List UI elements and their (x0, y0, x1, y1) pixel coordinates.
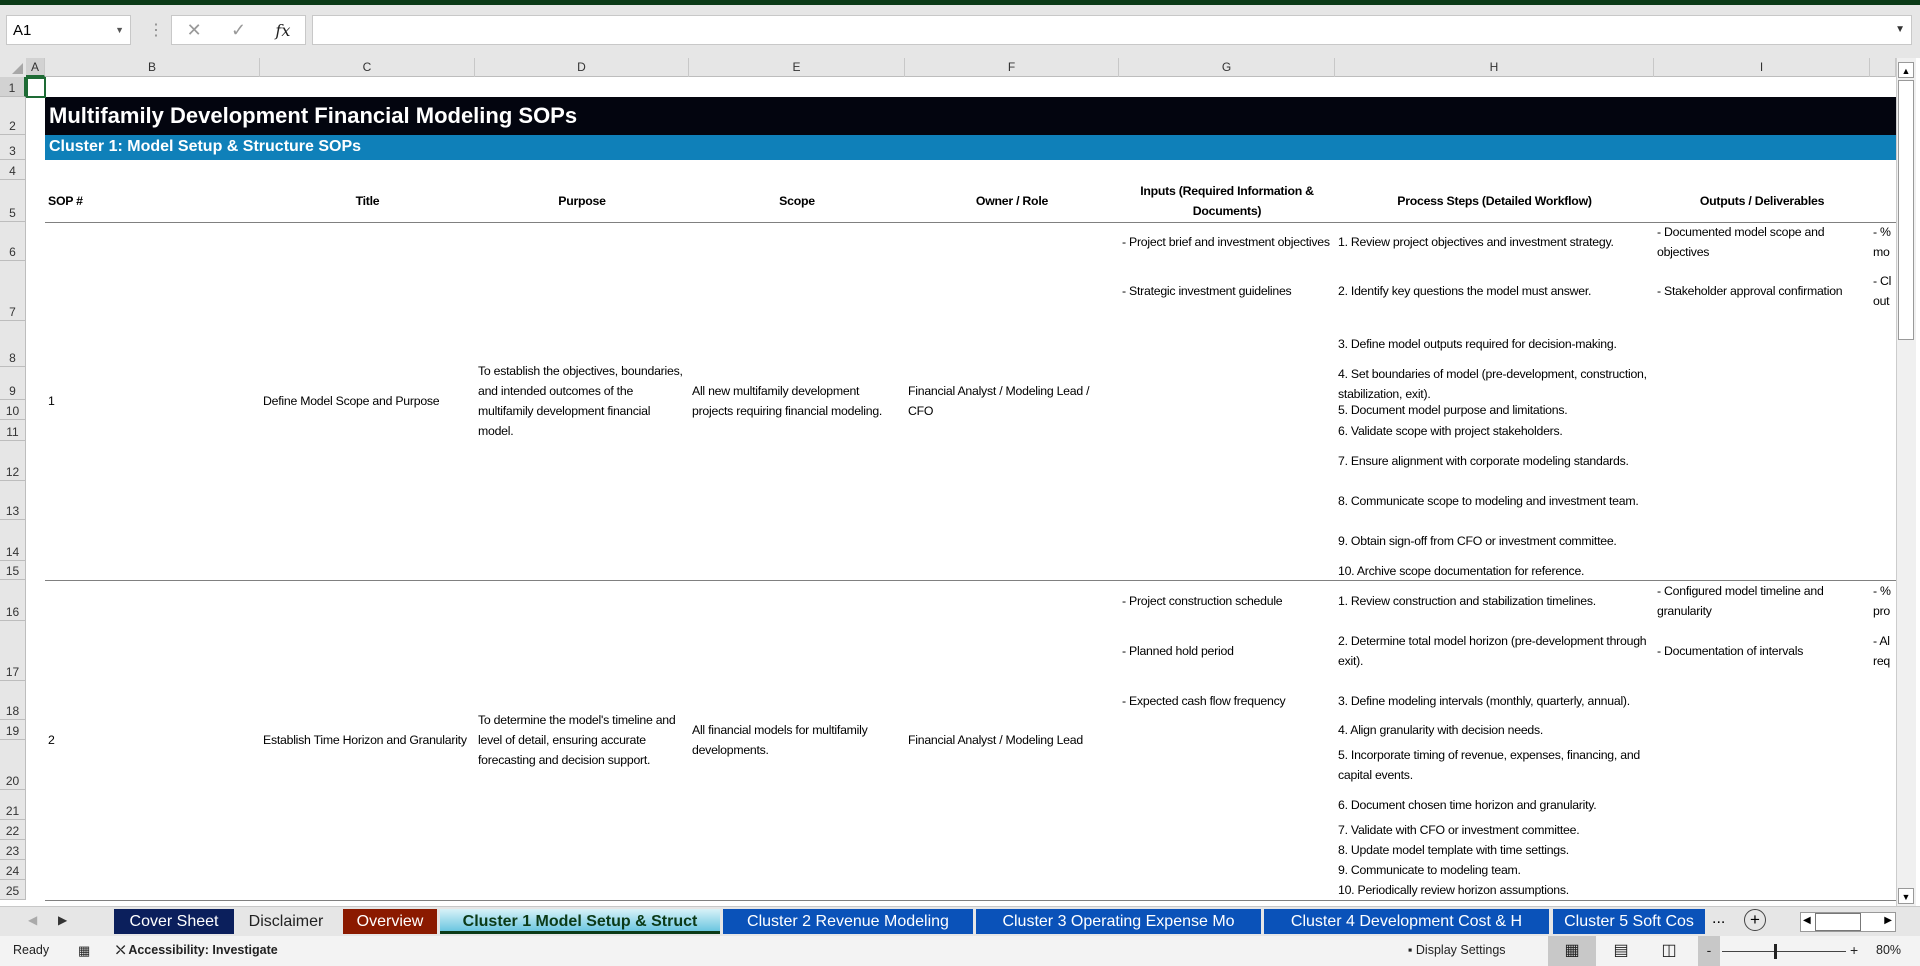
sop-input-text: - Strategic investment guidelines (1122, 284, 1292, 298)
sop-step-text: 10. Archive scope documentation for reference. (1338, 563, 1585, 578)
scrollbar-thumb[interactable] (1898, 80, 1914, 340)
column-header[interactable]: G (1119, 58, 1335, 77)
sop-input-text: - Project construction schedule (1122, 593, 1283, 608)
sop-output (1654, 222, 1870, 261)
sheet-tab[interactable]: Cluster 1 Model Setup & Struct (440, 909, 720, 934)
enter-icon[interactable]: ✓ (231, 19, 247, 40)
sop-extra-text: - % mo (1873, 224, 1891, 259)
row-header[interactable]: 24 (0, 860, 26, 880)
row-header[interactable]: 13 (0, 481, 26, 520)
sop-step (1335, 681, 1654, 720)
formula-input[interactable] (312, 15, 1912, 45)
display-settings-label: Display Settings (1415, 943, 1506, 957)
row-header[interactable]: 1 (0, 77, 26, 97)
tab-scroll-right-icon[interactable]: ▶ (58, 913, 68, 927)
column-header[interactable]: B (45, 58, 260, 77)
column-header[interactable]: A (26, 58, 45, 77)
sop-step-text: 9. Communicate to modeling team. (1338, 863, 1521, 877)
row-header[interactable]: 15 (0, 561, 26, 580)
column-header[interactable]: C (260, 58, 475, 77)
row-header[interactable]: 20 (0, 740, 26, 790)
sop-step-text: 8. Update model template with time settings. (1338, 843, 1569, 857)
sop-step (1335, 481, 1654, 520)
sop-title-text: Establish Time Horizon and Granularity (263, 733, 467, 747)
sop-input (1119, 621, 1335, 681)
sop-step (1335, 367, 1654, 400)
horizontal-scrollbar[interactable] (1800, 912, 1896, 932)
cancel-icon[interactable]: ✕ (186, 19, 202, 40)
sop-output (1654, 580, 1870, 621)
sop-extra-text: - % pro (1873, 583, 1891, 618)
sop-input-text: - Planned hold period (1122, 644, 1234, 658)
sop-title (260, 222, 475, 580)
sop-scope-text: All new multifamily development projects requiring financial modeling. (692, 384, 883, 418)
sheet-tab[interactable]: Cluster 5 Soft Cos (1553, 909, 1705, 934)
sop-step (1335, 420, 1654, 441)
column-header[interactable]: I (1654, 58, 1870, 77)
sop-extra-text: - Al req (1873, 634, 1891, 668)
sop-title-text: Define Model Scope and Purpose (263, 394, 440, 408)
macro-record-icon[interactable]: ▦ (78, 943, 91, 958)
column-header[interactable]: H (1335, 58, 1654, 77)
column-header[interactable]: E (689, 58, 905, 77)
column-title-f-text: Owner / Role (975, 194, 1049, 208)
sop-output (1654, 261, 1870, 321)
column-title-g (1119, 180, 1335, 222)
sop-input-text: - Expected cash flow frequency (1122, 693, 1286, 708)
sop-scope (689, 222, 905, 580)
column-title-d-text: Purpose (558, 194, 606, 208)
sheet-tab[interactable]: Disclaimer (234, 909, 338, 934)
sop-step (1335, 520, 1654, 561)
sop-step-text: 5. Document model purpose and limitations. (1338, 403, 1568, 417)
hscroll-left-icon[interactable]: ◀ (1803, 915, 1811, 926)
sop-extra (1870, 222, 1896, 261)
sop-purpose-text: To establish the objectives, boundaries, and intended outcomes of the multifamily development financial model. (478, 364, 683, 438)
page-break-view-icon[interactable]: ◫ (1661, 942, 1677, 959)
sop-step (1335, 561, 1654, 580)
tab-scroll-left-icon[interactable]: ◀ (28, 913, 38, 927)
sop-output (1654, 621, 1870, 681)
column-title-b-text: SOP # (48, 194, 83, 208)
expand-formula-icon[interactable]: ▼ (1895, 24, 1905, 35)
accessibility-button[interactable] (116, 943, 278, 958)
sop-input-text: - Project brief and investment objectives (1122, 234, 1330, 249)
row-header[interactable]: 11 (0, 420, 26, 441)
column-title-c-text: Title (355, 194, 380, 208)
row-header[interactable]: 23 (0, 840, 26, 860)
sop-step (1335, 580, 1654, 621)
chevron-down-icon[interactable]: ▼ (115, 25, 124, 35)
column-title-e-text: Scope (779, 194, 815, 208)
sop-step (1335, 400, 1654, 420)
row-header[interactable]: 8 (0, 321, 26, 367)
zoom-out-button[interactable]: - (1698, 936, 1720, 966)
row-header[interactable]: 19 (0, 720, 26, 740)
sop-output-text: - Configured model timeline and granularity (1657, 583, 1824, 618)
sop-step (1335, 222, 1654, 261)
row-header[interactable]: 9 (0, 367, 26, 400)
row-header[interactable]: 7 (0, 261, 26, 321)
column-title-i (1654, 180, 1870, 222)
sop-step-text: 3. Define modeling intervals (monthly, quarterly, annual). (1338, 693, 1630, 708)
row-header[interactable]: 5 (0, 180, 26, 222)
column-title-i-text: Outputs / Deliverables (1699, 194, 1825, 208)
row-header[interactable]: 16 (0, 580, 26, 621)
sop-step-text: 8. Communicate scope to modeling and investment team. (1338, 493, 1639, 508)
sop-step-text: 1. Review project objectives and investment strategy. (1338, 234, 1614, 249)
column-title-h (1335, 180, 1654, 222)
sop-step-text: 6. Validate scope with project stakeholders. (1338, 423, 1563, 438)
hscroll-thumb[interactable] (1815, 913, 1861, 931)
sop-title (260, 580, 475, 900)
column-title-f (905, 180, 1119, 222)
sop-purpose (475, 580, 689, 900)
sop-step-text: 4. Set boundaries of model (pre-development, construction, stabilization, exit). (1338, 366, 1647, 401)
sop-output-text: - Documented model scope and objectives (1657, 224, 1825, 259)
sop-scope-text: All financial models for multifamily developments. (692, 723, 868, 757)
sop-step-text: 5. Incorporate timing of revenue, expenses, financing, and capital events. (1338, 748, 1641, 782)
sop-input (1119, 261, 1335, 321)
sheet-tab[interactable]: Cluster 3 Operating Expense Mo (976, 909, 1261, 934)
row-header[interactable]: 17 (0, 621, 26, 681)
sop-step (1335, 880, 1654, 900)
status-ready: Ready (13, 943, 50, 957)
sop-purpose-text: To determine the model's timeline and level of detail, ensuring accurate forecasting and decision support. (478, 713, 676, 767)
sop-step (1335, 860, 1654, 880)
sop-scope (689, 580, 905, 900)
sop-number-text: 2 (48, 733, 55, 747)
sop-step (1335, 720, 1654, 740)
sop-input (1119, 580, 1335, 621)
page-layout-view-icon[interactable]: ▤ (1613, 942, 1629, 959)
name-box[interactable] (6, 15, 131, 45)
status-bar (0, 936, 1920, 966)
sop-step-text: 9. Obtain sign-off from CFO or investment committee. (1338, 533, 1617, 548)
hscroll-right-icon[interactable]: ▶ (1884, 915, 1892, 926)
sop-number (45, 580, 260, 900)
sop-owner-text: Financial Analyst / Modeling Lead (908, 733, 1083, 747)
active-cell-a1[interactable] (26, 77, 46, 98)
row-header[interactable]: 25 (0, 880, 26, 900)
name-box-value: A1 (13, 22, 32, 39)
sop-step-text: 4. Align granularity with decision needs. (1338, 723, 1544, 737)
accessibility-icon: ⛌ (116, 943, 129, 957)
sop-step (1335, 261, 1654, 321)
column-headers (0, 58, 1896, 77)
zoom-in-button[interactable]: + (1850, 942, 1859, 958)
sheet-tab-bar (0, 906, 1920, 936)
row-header[interactable]: 14 (0, 520, 26, 561)
add-sheet-icon[interactable]: + (1744, 909, 1766, 931)
sop-owner (905, 222, 1119, 580)
sop-step (1335, 321, 1654, 367)
row-header[interactable]: 2 (0, 97, 26, 135)
row-header[interactable]: 21 (0, 790, 26, 820)
sheet-tab[interactable]: Cover Sheet (114, 909, 234, 934)
row-separator (45, 900, 1896, 901)
sop-step-text: 7. Ensure alignment with corporate modeling standards. (1338, 454, 1629, 468)
sop-extra (1870, 621, 1896, 681)
sop-step-text: 10. Periodically review horizon assumptions. (1338, 883, 1569, 897)
sop-output-text: - Documentation of intervals (1657, 644, 1804, 658)
column-title-c (260, 180, 475, 222)
sop-number (45, 222, 260, 580)
sheet-tab[interactable]: Cluster 2 Revenue Modeling (723, 909, 973, 934)
column-title-b (45, 180, 260, 222)
sop-step (1335, 840, 1654, 860)
sheet-tab[interactable]: Overview (343, 909, 437, 934)
column-title-g-text: Inputs (Required Information & Documents) (1140, 184, 1314, 218)
zoom-level[interactable]: 80% (1876, 943, 1902, 957)
display-settings-button[interactable] (1408, 943, 1506, 957)
row-header[interactable]: 12 (0, 441, 26, 481)
cluster-heading: Cluster 1: Model Setup & Structure SOPs (45, 135, 1896, 160)
select-all-button[interactable] (0, 58, 26, 77)
scroll-up-icon[interactable]: ▲ (1898, 62, 1914, 78)
row-header[interactable]: 6 (0, 222, 26, 261)
sheet-tab[interactable]: Cluster 4 Development Cost & H (1264, 909, 1549, 934)
insert-function-icon[interactable]: fx (275, 20, 291, 40)
sop-step-text: 1. Review construction and stabilization timelines. (1338, 593, 1596, 608)
column-title-d (475, 180, 689, 222)
more-tabs[interactable]: ... (1712, 910, 1726, 927)
sop-number-text: 1 (48, 394, 55, 408)
sop-extra (1870, 261, 1896, 321)
formula-buttons (171, 15, 306, 45)
sop-step (1335, 441, 1654, 481)
row-header[interactable]: 10 (0, 400, 26, 420)
scroll-down-icon[interactable]: ▼ (1898, 888, 1914, 904)
sop-step-text: 7. Validate with CFO or investment committee. (1338, 823, 1580, 837)
column-title-h-text: Process Steps (Detailed Workflow) (1397, 194, 1592, 208)
row-header[interactable]: 22 (0, 820, 26, 840)
sop-step-text: 3. Define model outputs required for decision-making. (1338, 337, 1617, 351)
sop-step (1335, 740, 1654, 790)
sop-step (1335, 621, 1654, 681)
column-title-e (689, 180, 905, 222)
sop-step (1335, 790, 1654, 820)
normal-view-icon[interactable]: ▦ (1548, 936, 1596, 966)
sop-step (1335, 820, 1654, 840)
row-header[interactable]: 4 (0, 160, 26, 180)
sop-output-text: - Stakeholder approval confirmation (1657, 284, 1843, 298)
accessibility-label: Accessibility: Investigate (128, 943, 278, 957)
zoom-slider-thumb[interactable] (1774, 944, 1777, 959)
sop-input (1119, 222, 1335, 261)
display-icon: ▪ (1408, 943, 1416, 957)
column-header[interactable] (1870, 58, 1896, 77)
zoom-slider[interactable] (1722, 951, 1846, 952)
sop-owner (905, 580, 1119, 900)
sheet-title: Multifamily Development Financial Modeling SOPs (45, 97, 1896, 135)
sop-owner-text: Financial Analyst / Modeling Lead / CFO (908, 384, 1090, 418)
row-header[interactable]: 3 (0, 135, 26, 160)
column-header[interactable]: F (905, 58, 1119, 77)
sop-extra-text: - Cl out (1873, 274, 1892, 308)
row-header[interactable]: 18 (0, 681, 26, 720)
sop-step-text: 6. Document chosen time horizon and granularity. (1338, 798, 1597, 812)
drag-handle-icon[interactable]: ⋮ (148, 22, 164, 39)
column-header[interactable]: D (475, 58, 689, 77)
sop-input (1119, 681, 1335, 720)
sop-step-text: 2. Identify key questions the model must answer. (1338, 284, 1592, 298)
sop-purpose (475, 222, 689, 580)
sop-extra (1870, 580, 1896, 621)
sop-step-text: 2. Determine total model horizon (pre-development through exit). (1338, 634, 1647, 668)
